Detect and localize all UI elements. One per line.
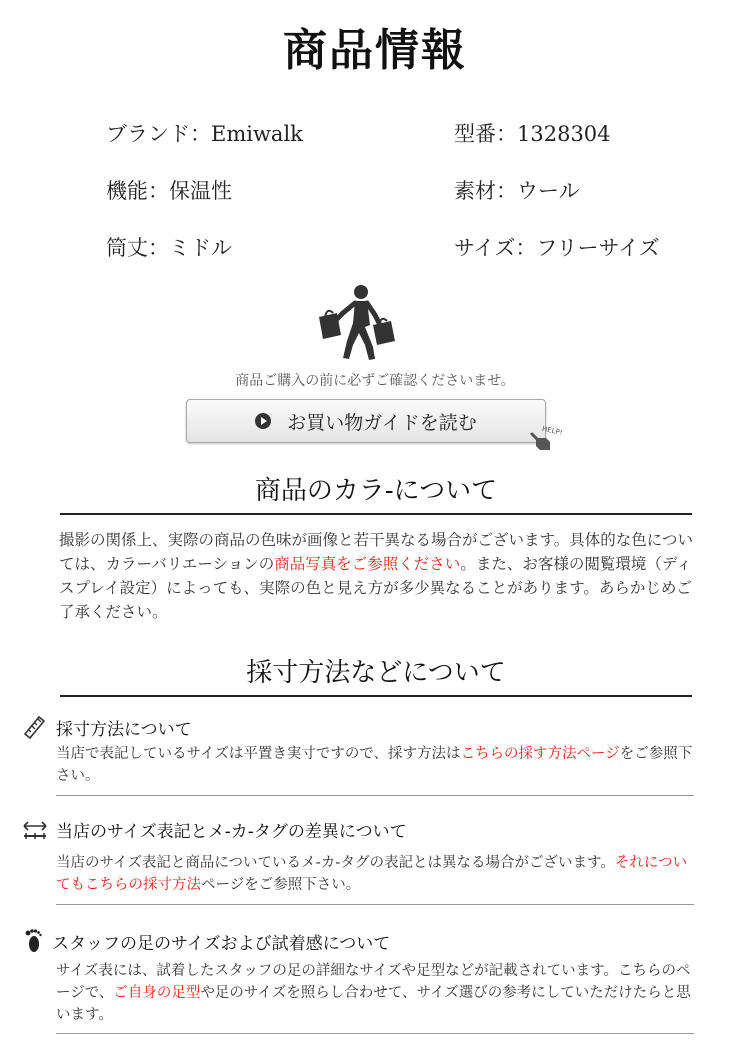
size-arrows-icon xyxy=(22,820,48,840)
measure-section-title: 採寸方法などについて xyxy=(60,652,692,697)
spec-length: 筒丈：ミドル xyxy=(106,236,232,260)
foot-shape-link[interactable]: ご自身の足型 xyxy=(113,985,201,1001)
spec-size: サイズ：フリーサイズ xyxy=(454,236,660,260)
spec-model: 型番：1328304 xyxy=(454,122,611,146)
spec-material: 素材：ウール xyxy=(454,179,580,203)
divider xyxy=(56,795,694,796)
help-hand-icon xyxy=(528,420,568,456)
divider xyxy=(56,904,694,905)
measure-heading: 採寸方法について xyxy=(22,714,192,740)
measure-method-link[interactable]: それについてもこちらの採寸方法 xyxy=(56,855,688,893)
page-title: 商品情報 xyxy=(283,25,467,76)
staff-foot-heading: スタッフの足のサイズおよび試着感について xyxy=(22,928,390,954)
shopper-icon xyxy=(315,283,397,363)
purchase-notice: 商品ご購入の前に必ずご確認くださいませ。 xyxy=(235,373,515,389)
product-photo-link[interactable]: 商品写真をご参照ください xyxy=(274,555,461,573)
shopping-guide-label: お買い物ガイドを読む xyxy=(287,411,477,434)
spec-brand: ブランド：Emiwalk xyxy=(106,122,303,146)
color-section-text: 撮影の関係上、実際の商品の色味が画像と若干異なる場合がございます。具体的な色については、カラーバリエーションの商品写真をご参照ください。また、お客様の閲覧環境（ディスプレイ設定）によっても、実際の色と見え方が多少異なることがあります。あらかじめご了承ください。 xyxy=(59,531,693,621)
size-diff-heading: 当店のサイズ表記とメ-カ-タグの差異について xyxy=(22,817,407,842)
help-badge-text: HELP! xyxy=(541,424,564,437)
spec-function: 機能：保温性 xyxy=(106,179,232,203)
divider xyxy=(56,1033,694,1034)
measure-page-link[interactable]: こちらの採す方法ページ xyxy=(460,746,620,762)
color-section-title: 商品のカラ-について xyxy=(60,470,692,515)
play-icon xyxy=(255,413,271,429)
staff-foot-text: サイズ表には、試着したスタッフの足の詳細なサイズや足型などが記載されています。こちらのページで、ご自身の足型や足のサイズを照らし合わせて、サイズ選びの参考にしていただけたらと思います。 xyxy=(56,963,691,1023)
ruler-icon xyxy=(22,714,48,740)
measure-text: 当店で表記しているサイズは平置き実寸ですので、採す方法はこちらの採す方法ページをご参照下さい。 xyxy=(56,746,693,784)
shopping-guide-button[interactable] xyxy=(186,399,546,443)
footprint-icon xyxy=(22,928,44,954)
size-diff-text: 当店のサイズ表記と商品についているメ-カ-タグの表記とは異なる場合がございます。それについてもこちらの採寸方法ページをご参照下さい。 xyxy=(56,855,688,893)
